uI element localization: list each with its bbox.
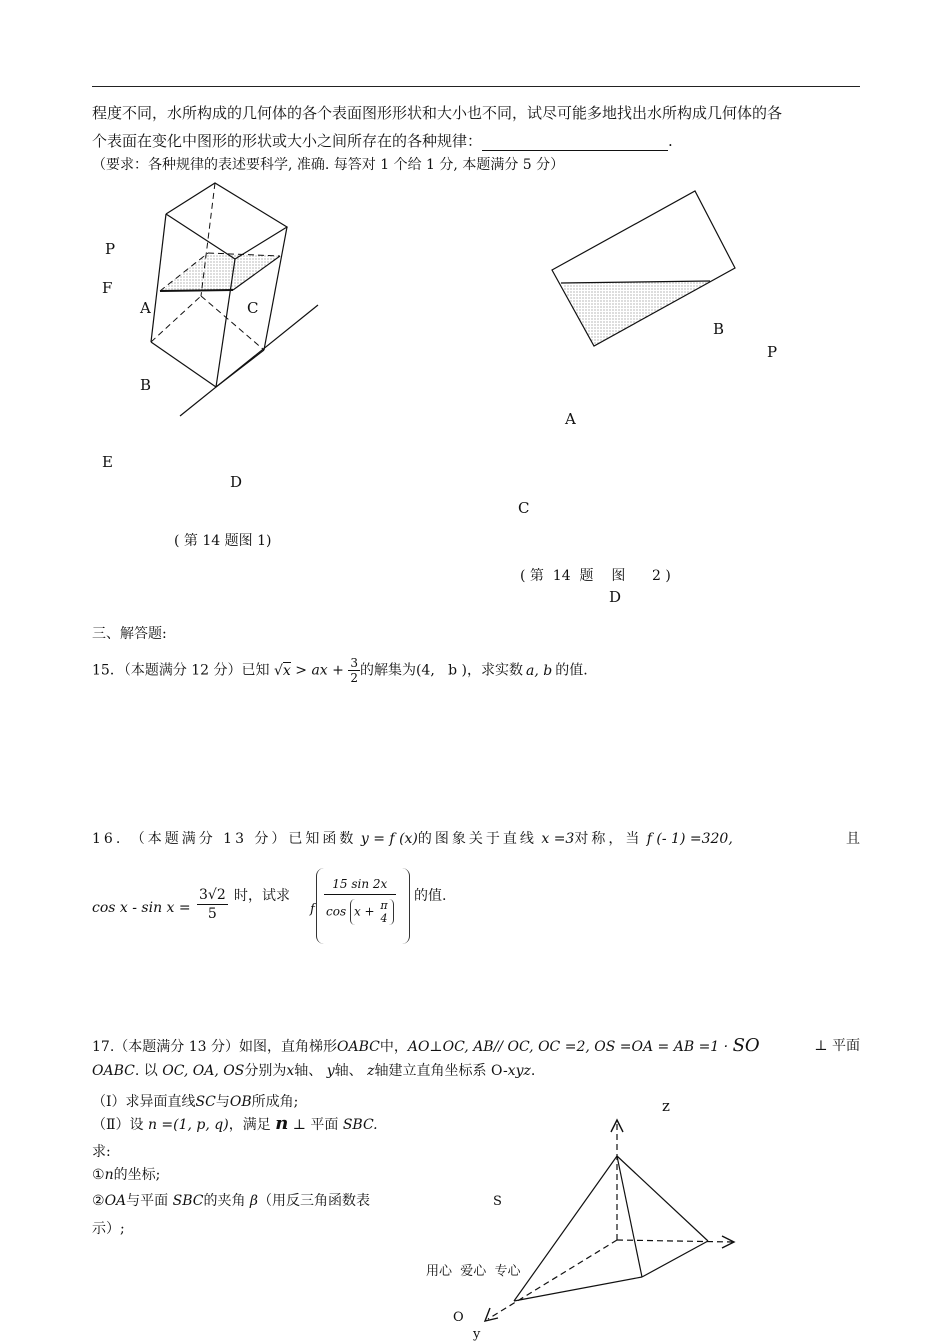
q16-cond: f (- 1) =320, [646, 831, 733, 847]
q17-p1-c: 与 [215, 1094, 230, 1110]
q17-l2-b: . 以 [134, 1063, 158, 1079]
fig17-label-z: z [662, 1097, 670, 1115]
q17-s2-d: SBC [172, 1193, 204, 1209]
q17-p2-c: ，满足 [228, 1117, 271, 1133]
q17-l1-f: SO [732, 1035, 760, 1056]
q16-line: x =3 [541, 831, 575, 847]
q15-sqrt: √x [273, 662, 291, 679]
fig2-label-p: P [767, 343, 778, 361]
q17-l2-i: z [367, 1063, 375, 1079]
paragraph-line-1: 程度不同，水所构成的几何体的各个表面图形形状和大小也不同，试尽可能多地找出水所构成几何体的各 [92, 104, 783, 122]
q17-s2-g: （用反三角函数表 [258, 1193, 371, 1209]
q16-frac-num: 3√2 [199, 887, 226, 903]
q17-p2-a: （Ⅱ）设 [92, 1117, 144, 1133]
q17-s1-b: n [104, 1167, 114, 1183]
fig1-caption: ( 第 14 题图 1) [174, 533, 272, 549]
q17-p1-a: （Ⅰ）求异面直线 [92, 1094, 196, 1110]
q16-frac-den: 5 [207, 906, 217, 922]
q15-vars: a, b [526, 662, 553, 679]
q16-line2-end: 的值. [414, 888, 447, 904]
q16-inner-den-x: x + [353, 904, 375, 919]
q16-pi-den: 4 [380, 912, 388, 925]
q17-s2-b: OA [104, 1193, 127, 1209]
q16-mid: 的图象关于直线 [417, 831, 537, 847]
fig2-label-c: C [518, 499, 530, 517]
q15-prefix: 15．（本题满分 12 分）已知 [92, 662, 270, 679]
q15-ineq: > ax + [295, 662, 344, 679]
q16-end: 且 [846, 831, 860, 847]
fig2-label-d: D [609, 588, 622, 606]
fig1-label-b: B [140, 376, 152, 394]
q17-s2-e: 的夹角 [203, 1193, 246, 1209]
footer-text: 用心 爱心 专心 [426, 1264, 521, 1279]
q17-l2-j: 轴建立直角坐标系 O- [374, 1063, 508, 1079]
q17-l2-d: 分别为 [244, 1063, 287, 1079]
q17-l2-a: OABC [92, 1063, 135, 1079]
q17-l1-a: 17.（本题满分 13 分）如图，直角梯形 [92, 1039, 337, 1055]
section-title: 三、解答题: [92, 626, 167, 642]
q17-l2-k: xyz [507, 1063, 531, 1079]
q17-p1-d: OB [229, 1094, 252, 1110]
fig2-label-a: A [565, 410, 576, 428]
q15-sqrt-x: x [282, 662, 291, 679]
q17-l1-c: 中， [379, 1039, 408, 1055]
paragraph-line-3: （要求：各种规律的表述要科学, 准确. 每答对 1 个给 1 分, 本题满分 5 分） [92, 157, 565, 173]
q16-pi-num: π [380, 899, 388, 912]
question-17-qiu: 求: [92, 1144, 111, 1160]
q17-p2-b: n =(1, p, q) [147, 1117, 229, 1133]
q16-line2-expr: cos x - sin x = [92, 900, 191, 916]
q17-l2-g: y [326, 1063, 335, 1079]
fig1-label-f: F [102, 279, 113, 297]
q17-p2-d: n [275, 1113, 289, 1134]
q15-suffix: ，求实数 [467, 662, 524, 679]
paragraph-line-2-text: 个表面在变化中图形的形状或大小之间所存在的各种规律： [92, 132, 483, 150]
q17-s2-c: 与平面 [126, 1193, 169, 1209]
fig17-label-y: y [473, 1327, 481, 1342]
q16-mid2: 对称，当 [574, 831, 643, 847]
q16-func: y = f (x) [360, 831, 418, 847]
q16-line2-mid: 时，试求 [234, 888, 290, 904]
q16-prefix: 16. （本题满分 13 分）已知函数 [92, 831, 357, 847]
q16-inner-num: 15 sin 2x [324, 874, 396, 895]
q17-l2-l: . [530, 1063, 536, 1079]
fig2-caption: ( 第 14 题 图 2 ) [520, 568, 671, 584]
fig17-label-s: S [493, 1194, 502, 1209]
q15-interval: (4, b ) [415, 662, 468, 679]
q17-l1-g: ⊥ 平面 [814, 1038, 860, 1054]
q17-s1-c: 的坐标; [113, 1167, 161, 1183]
fig1-label-a: A [140, 299, 151, 317]
q15-frac-num: 3 [350, 656, 358, 670]
q17-p2-f: SBC. [342, 1117, 378, 1133]
q17-l1-d: AO⊥OC, AB// OC, [407, 1039, 534, 1055]
q17-l2-e: x [286, 1063, 295, 1079]
q15-mid: 的解集为 [359, 662, 416, 679]
fig1-label-p: P [105, 240, 116, 258]
fig17-label-o: O [453, 1310, 464, 1325]
q17-p2-e: ⊥ 平面 [292, 1117, 339, 1133]
fig1-label-c: C [247, 299, 259, 317]
q17-s2-a: ② [92, 1193, 105, 1209]
q16-f-label: f [310, 902, 315, 917]
q15-frac-den: 2 [350, 671, 358, 685]
q17-s1-a: ① [92, 1167, 105, 1183]
fig1-label-e: E [102, 453, 113, 471]
q17-p1-b: SC [195, 1094, 216, 1110]
paragraph-line-2-end: . [668, 132, 673, 150]
q15-end: 的值. [555, 662, 588, 679]
q17-l2-c: OC, OA, OS [162, 1063, 245, 1079]
q17-p1-e: 所成角; [251, 1094, 299, 1110]
q17-l2-f: 轴、 [294, 1063, 323, 1079]
q17-l1-e: OC =2, OS =OA = AB =1 · [538, 1039, 729, 1055]
question-17-sub-2-cont: 示）; [92, 1221, 125, 1237]
q17-l2-h: 轴、 [334, 1063, 363, 1079]
fig1-label-d: D [230, 473, 243, 491]
fig2-label-b: B [713, 320, 725, 338]
q17-l1-b: OABC [336, 1039, 380, 1055]
q17-s2-f: β [249, 1193, 259, 1209]
q16-inner-den-pre: cos [326, 904, 347, 919]
